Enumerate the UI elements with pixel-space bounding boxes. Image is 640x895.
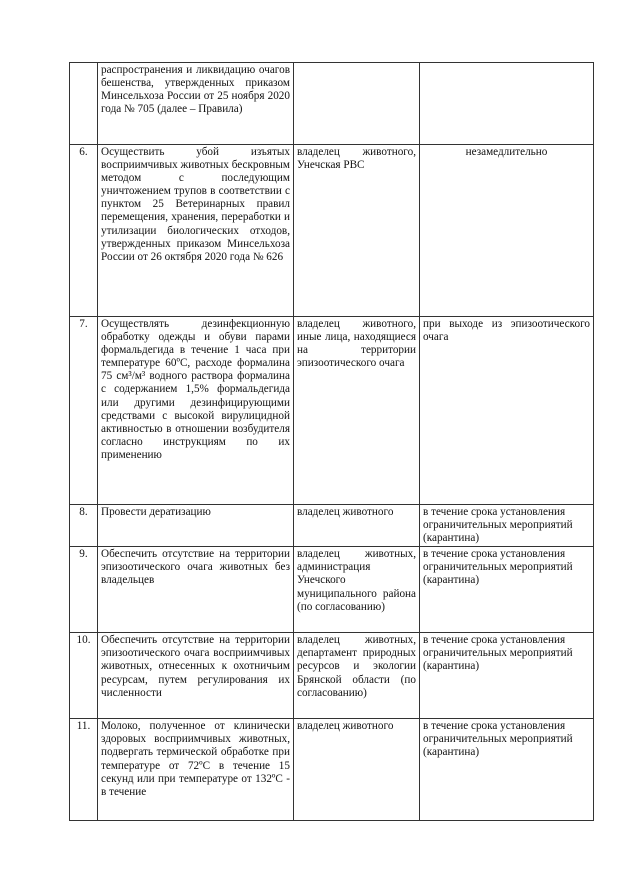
row-action: Провести дератизацию: [98, 505, 294, 547]
row-action: распространения и ликвидацию очагов бешенства, утвержденных приказом Минсельхоза России от 25 ноября 2020 года № 705 (далее – Правила): [98, 63, 294, 145]
row-number: 10.: [70, 633, 98, 719]
row-action: Осуществить убой изъятых восприимчивых животных бескровным методом с последующим уничтожением трупов в соответствии с пунктом 25 Ветеринарных правил перемещения, хранения, переработки и утилизации биологических отходов, утвержденных приказом Минсельхоза России от 26 октября 2020 года № 626: [98, 145, 294, 317]
table-row: [70, 63, 594, 145]
row-action: Осуществлять дезинфекционную обработку одежды и обуви парами формальдегида в течение 1 часа при температуре 60ºС, расходе формалина 75 см³/м³ водного раствора формалина с содержанием 1,5% формальдегида или другими дезинфицирующими средствами с высокой вирулицидной активностью в отношении возбудителя согласно инструкциям по их применению: [98, 317, 294, 505]
row-term: в течение срока установления ограничительных мероприятий (карантина): [420, 547, 594, 633]
row-responsible: владелец животного: [294, 719, 420, 821]
row-responsible: владелец животного, иные лица, находящиеся на территории эпизоотического очага: [294, 317, 420, 505]
row-number: 7.: [70, 317, 98, 505]
row-responsible: владелец животных, администрация Унечского муниципального района (по согласованию): [294, 547, 420, 633]
row-term: незамедлительно: [420, 145, 594, 317]
row-term: [420, 63, 594, 145]
table-row: [70, 633, 594, 719]
row-term: в течение срока установления ограничительных мероприятий (карантина): [420, 633, 594, 719]
row-number: 11.: [70, 719, 98, 821]
row-responsible: владелец животного: [294, 505, 420, 547]
row-number: [70, 63, 98, 145]
table-row: [70, 317, 594, 505]
row-action: Молоко, полученное от клинически здоровых восприимчивых животных, подвергать термической обработке при температуре от 72ºС в течение 15 секунд или при температуре от 132ºС - в течение: [98, 719, 294, 821]
measures-table: [69, 62, 594, 821]
table-row: [70, 145, 594, 317]
row-action: Обеспечить отсутствие на территории эпизоотического очага животных без владельцев: [98, 547, 294, 633]
row-responsible: владелец животного, Унечская РВС: [294, 145, 420, 317]
row-responsible: владелец животных, департамент природных ресурсов и экологии Брянской области (по согласованию): [294, 633, 420, 719]
row-term: в течение срока установления ограничительных мероприятий (карантина): [420, 505, 594, 547]
row-number: 8.: [70, 505, 98, 547]
row-number: 6.: [70, 145, 98, 317]
table-row: [70, 547, 594, 633]
row-term: в течение срока установления ограничительных мероприятий (карантина): [420, 719, 594, 821]
row-responsible: [294, 63, 420, 145]
row-term: при выходе из эпизоотического очага: [420, 317, 594, 505]
row-number: 9.: [70, 547, 98, 633]
table-row: [70, 505, 594, 547]
table-row: [70, 719, 594, 821]
row-action: Обеспечить отсутствие на территории эпизоотического очага восприимчивых животных, отнесенных к охотничьим ресурсам, путем регулирования их численности: [98, 633, 294, 719]
